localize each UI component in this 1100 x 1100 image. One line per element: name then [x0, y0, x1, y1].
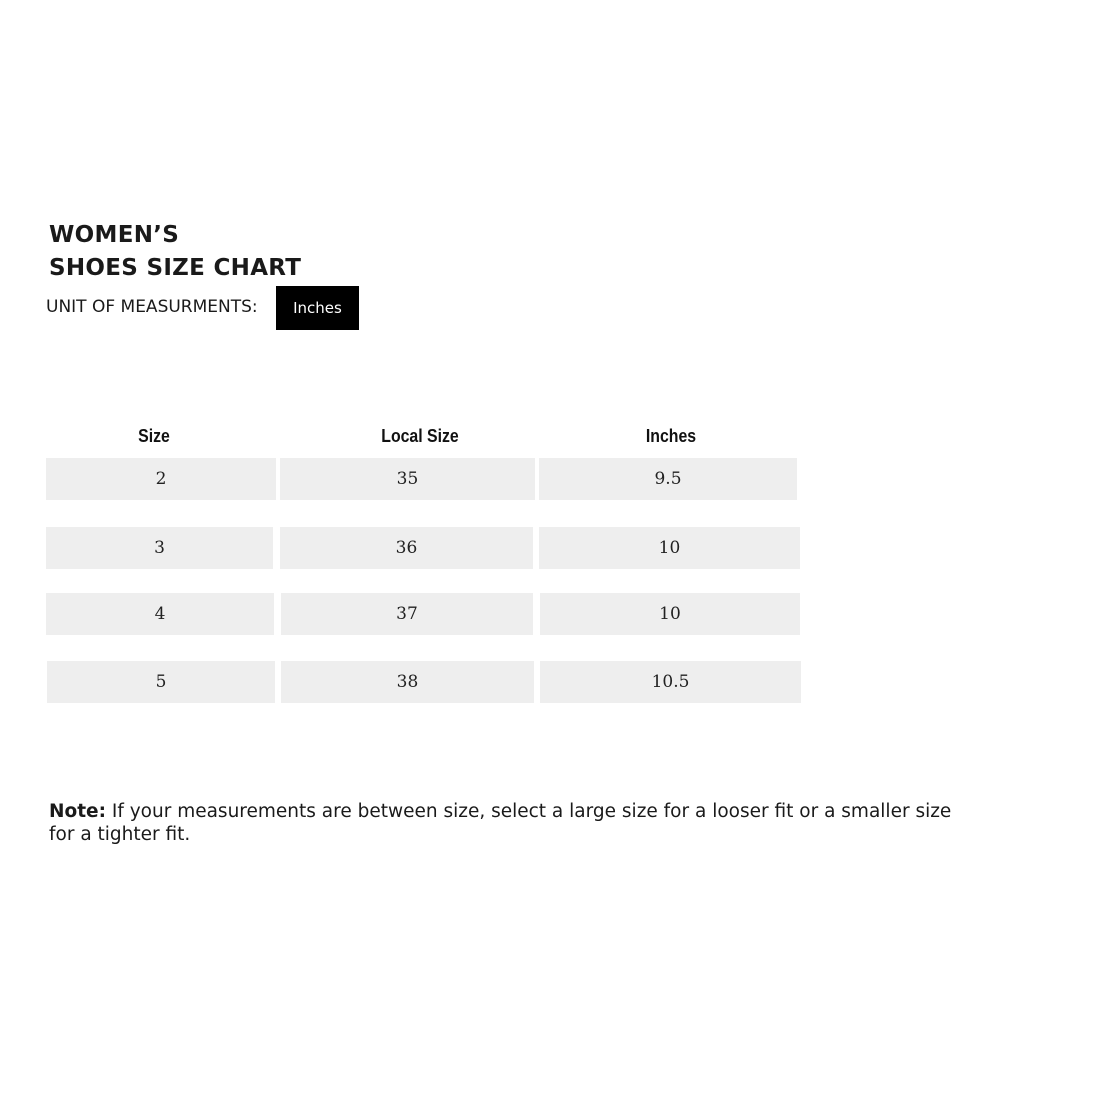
unit-label: UNIT OF MEASURMENTS: — [46, 297, 258, 317]
table-cell-inches: 10.5 — [540, 661, 801, 703]
title-line-2: SHOES SIZE CHART — [49, 255, 302, 281]
table-cell-inches: 10 — [540, 593, 800, 635]
title-line-1: WOMEN’S — [49, 222, 180, 248]
table-cell-local-size: 35 — [280, 458, 535, 500]
table-cell-local-size: 37 — [281, 593, 533, 635]
table-cell-inches: 10 — [539, 527, 800, 569]
table-cell-size: 2 — [46, 458, 276, 500]
table-cell-size: 5 — [47, 661, 275, 703]
table-cell-size: 4 — [46, 593, 274, 635]
size-note — [49, 800, 969, 846]
column-header-inches: Inches — [645, 426, 697, 446]
page-title — [49, 219, 301, 285]
note-label: Note: — [49, 801, 106, 822]
table-cell-local-size: 38 — [281, 661, 534, 703]
table-cell-inches: 9.5 — [539, 458, 797, 500]
column-header-local-size: Local Size — [381, 426, 459, 446]
table-cell-local-size: 36 — [280, 527, 533, 569]
column-header-size: Size — [138, 426, 170, 446]
unit-toggle-button[interactable]: Inches — [276, 286, 359, 330]
note-text: If your measurements are between size, select a large size for a looser fit or a smaller size for a tighter fit. — [49, 801, 952, 845]
table-cell-size: 3 — [46, 527, 273, 569]
